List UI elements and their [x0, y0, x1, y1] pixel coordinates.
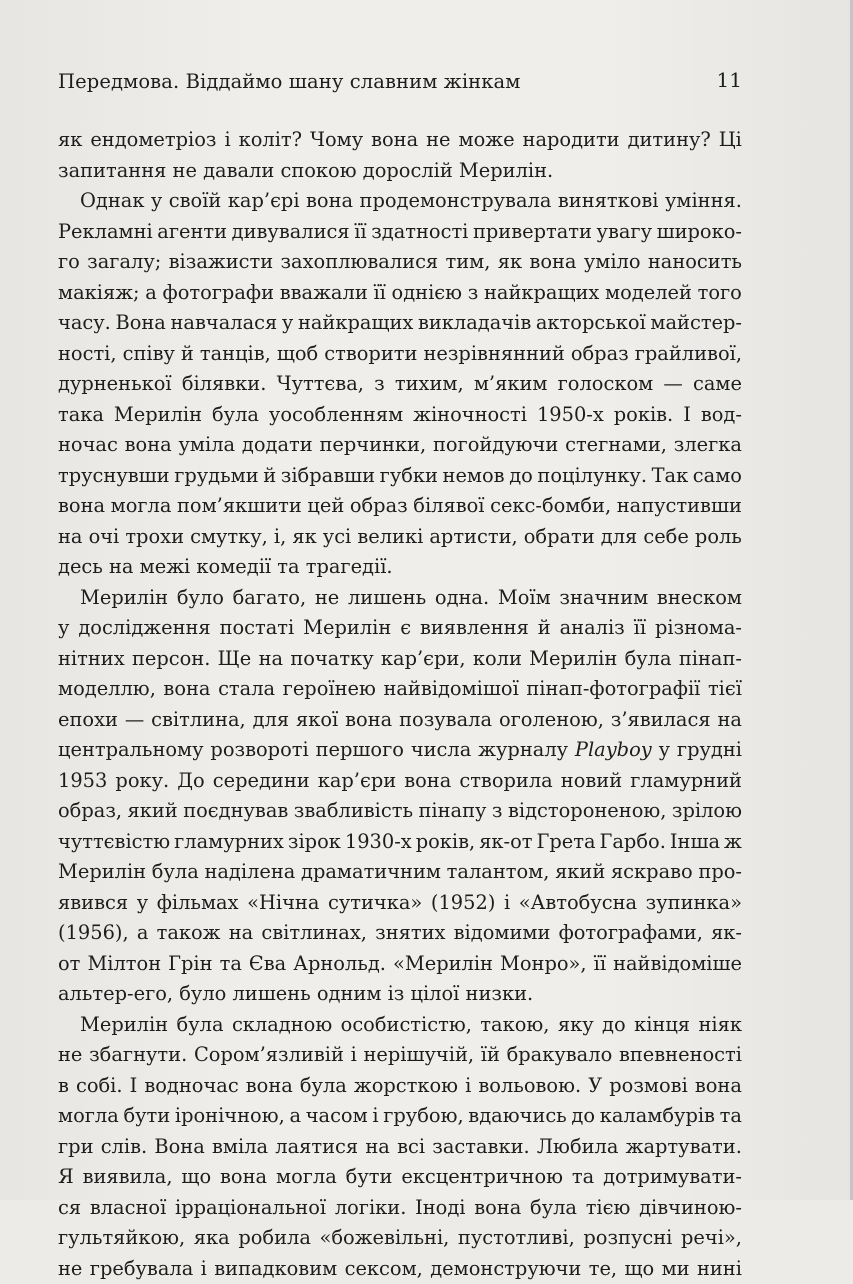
text-line: у дослідження постаті Мерилін є виявлення й аналіз її різнома- — [58, 613, 742, 644]
text-line: Мерилін була складною особистістю, такою, яку до кінця ніяк — [58, 1010, 742, 1041]
paragraph — [58, 1010, 742, 1284]
text-line: на очі трохи смутку, і, як усі великі артисти, обрати для себе роль — [58, 522, 742, 553]
text-line: гри слів. Вона вміла лаятися на всі заставки. Любила жартувати. — [58, 1132, 742, 1163]
text-line: така Мерилін була уособленням жіночності 1950-х років. І вод- — [58, 400, 742, 431]
running-head: Передмова. Віддаймо шану славним жінкам — [58, 70, 521, 93]
text-line: дурненької білявки. Чуттєва, з тихим, м’яким голоском — саме — [58, 369, 742, 400]
text-line: (1956), а також на світлинах, знятих відомими фотографами, як- — [58, 918, 742, 949]
text-line: от Мілтон Грін та Єва Арнольд. «Мерилін Монро», її найвідоміше — [58, 949, 742, 980]
body-text — [58, 125, 742, 1284]
text-line: Рекламні агенти дивувалися її здатності привертати увагу широко- — [58, 217, 742, 248]
text-line: ночас вона уміла додати перчинки, погойдуючи стегнами, злегка — [58, 430, 742, 461]
text-line: епохи — світлина, для якої вона позувала оголеною, з’явилася на — [58, 705, 742, 736]
text-line: труснувши грудьми й зібравши губки немов до поцілунку. Так само — [58, 461, 742, 492]
text-line: запитання не давали спокою дорослій Мерилін. — [58, 156, 742, 187]
text-line: ся власної ірраціональної логіки. Іноді вона була тією дівчиною- — [58, 1193, 742, 1224]
text-line: Я виявила, що вона могла бути ексцентричною та дотримувати- — [58, 1162, 742, 1193]
text-line: Мерилін була наділена драматичним талантом, який яскраво про- — [58, 857, 742, 888]
text-line: десь на межі комедії та трагедії. — [58, 552, 742, 583]
text-line: явився у фільмах «Нічна сутичка» (1952) і «Автобусна зупинка» — [58, 888, 742, 919]
text-line: 1953 року. До середини кар’єри вона створила новий гламурний — [58, 766, 742, 797]
text-line: в собі. І водночас вона була жорсткою і вольовою. У розмові вона — [58, 1071, 742, 1102]
text-line: образ, який поєднував звабливість пінапу з відстороненою, зрілою — [58, 796, 742, 827]
text-line: Мерилін було багато, не лишень одна. Моїм значним внеском — [58, 583, 742, 614]
paragraph — [58, 583, 742, 1010]
text-line: го загалу; візажисти захоплювалися тим, як вона уміло наносить — [58, 247, 742, 278]
page-number: 11 — [717, 68, 742, 92]
text-line: вона могла пом’якшити цей образ білявої секс-бомби, напустивши — [58, 491, 742, 522]
text-line: макіяж; а фотографи вважали її однією з найкращих моделей того — [58, 278, 742, 309]
text-line: не збагнути. Сором’язливій і нерішучій, їй бракувало впевненості — [58, 1040, 742, 1071]
text-line: часу. Вона навчалася у найкращих викладачів акторської майстер- — [58, 308, 742, 339]
text-line: могла бути іронічною, а часом і грубою, вдаючись до каламбурів та — [58, 1101, 742, 1132]
text-line: ності, співу й танців, щоб створити незрівнянний образ грайливої, — [58, 339, 742, 370]
text-line: центральному розвороті першого числа журналу Playboy у грудні — [58, 735, 742, 766]
text-line: не гребувала і випадковим сексом, демонструючи те, що ми нині — [58, 1254, 742, 1284]
paragraph — [58, 125, 742, 186]
text-line: Однак у своїй кар’єрі вона продемонструвала виняткові уміння. — [58, 186, 742, 217]
text-line: альтер-его, було лишень одним із цілої низки. — [58, 979, 742, 1010]
text-line: нітних персон. Ще на початку кар’єри, коли Мерилін була пінап- — [58, 644, 742, 675]
text-line: як ендометріоз і коліт? Чому вона не може народити дитину? Ці — [58, 125, 742, 156]
text-line: чуттєвістю гламурних зірок 1930-х років, як-от Грета Гарбо. Інша ж — [58, 827, 742, 858]
paragraph — [58, 186, 742, 583]
text-line: гультяйкою, яка робила «божевільні, пустотливі, розпусні речі», — [58, 1223, 742, 1254]
page-header — [58, 68, 748, 100]
text-line: моделлю, вона стала героїнею найвідомішої пінап-фотографії тієї — [58, 674, 742, 705]
